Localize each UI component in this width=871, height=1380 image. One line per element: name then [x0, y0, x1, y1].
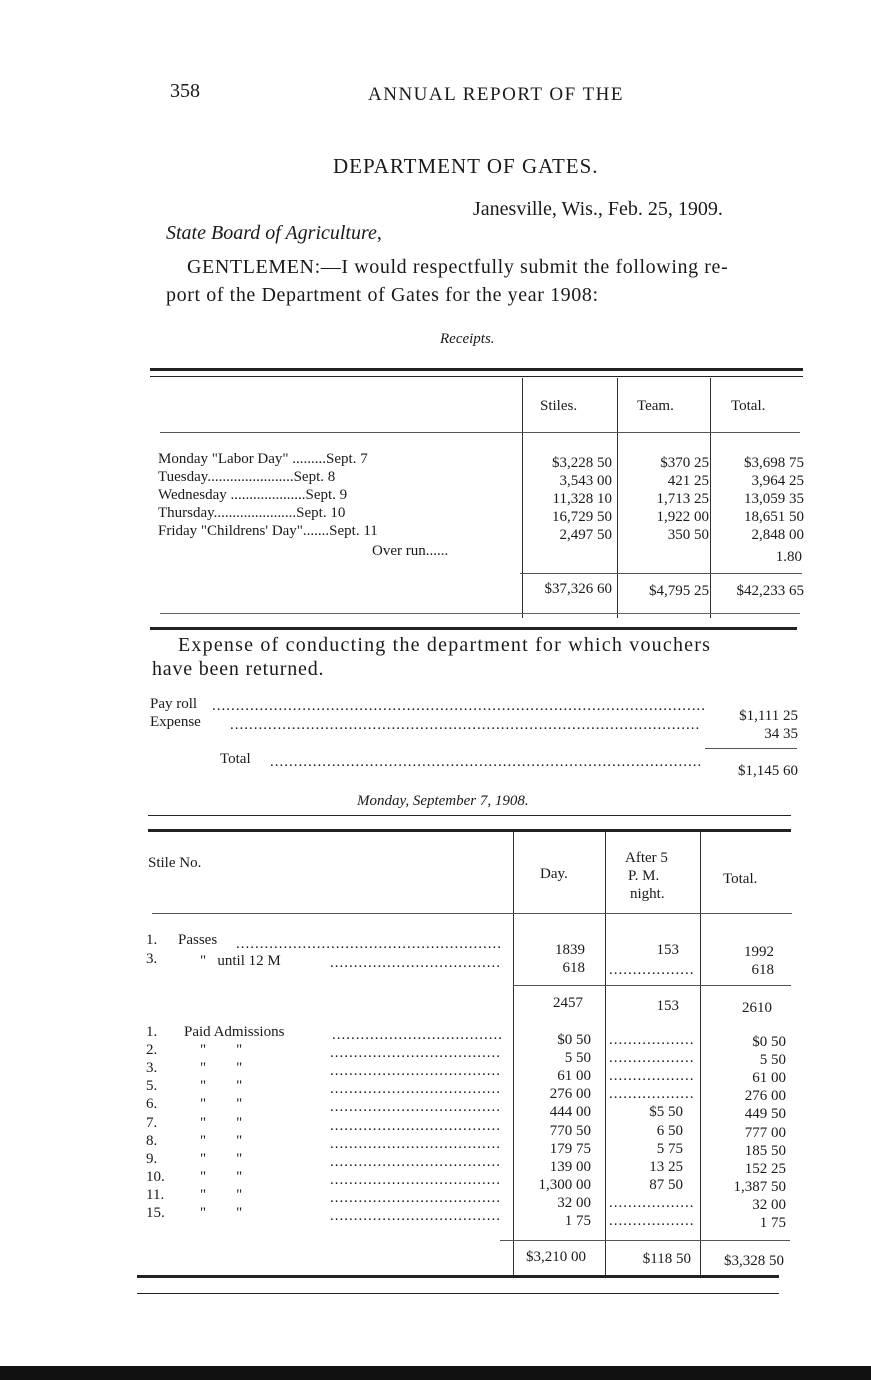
monday-col-divider	[605, 832, 606, 1276]
day-value: $0 50	[557, 1032, 591, 1048]
running-head: ANNUAL REPORT OF THE	[368, 84, 624, 105]
receipts-header-stiles: Stiles.	[540, 398, 578, 414]
scan-border	[0, 1366, 871, 1380]
total-value: 777 00	[744, 1125, 786, 1141]
leader-dots	[609, 1213, 694, 1230]
intro-line-1: GENTLEMEN:—I would respectfully submit the following re-	[187, 256, 729, 278]
total-value: $0 50	[752, 1034, 786, 1050]
passes-sum-total: 2610	[742, 1000, 772, 1016]
total-value: 1,387 50	[733, 1179, 786, 1195]
passes-sum-rule	[513, 985, 791, 986]
monday-bottom-rule	[137, 1275, 779, 1278]
total-value: 61 00	[752, 1070, 786, 1086]
receipts-top-rule-2	[150, 376, 803, 377]
total-value: 1 75	[759, 1215, 786, 1231]
after-value: $5 50	[649, 1104, 683, 1120]
leader-dots	[330, 1190, 500, 1207]
monday-header-after-3: night.	[630, 886, 665, 902]
receipts-caption: Receipts.	[440, 331, 495, 347]
row-label: " "	[200, 1133, 243, 1149]
expense-sum-rule	[705, 748, 797, 749]
receipts-bottom-rule	[160, 613, 800, 614]
day-value: 444 00	[549, 1104, 591, 1120]
dateline: Janesville, Wis., Feb. 25, 1909.	[473, 198, 723, 220]
paid-sum-total: $3,328 50	[724, 1253, 784, 1269]
row-label: " "	[200, 1169, 243, 1185]
monday-caption: Monday, September 7, 1908.	[357, 793, 529, 809]
row-label: " "	[200, 1078, 243, 1094]
after-value: 87 50	[649, 1177, 683, 1193]
day-value: 5 50	[564, 1050, 591, 1066]
expense-value: 34 35	[764, 726, 798, 742]
stile-number: 7.	[146, 1115, 158, 1131]
total-value: 276 00	[744, 1088, 786, 1104]
total-value: 449 50	[744, 1106, 786, 1122]
stile-number: 1.	[146, 1024, 158, 1040]
stile-number: 9.	[146, 1151, 158, 1167]
total-value: 185 50	[744, 1143, 786, 1159]
stile-number: 11.	[146, 1187, 165, 1203]
receipts-sum-rule	[520, 573, 802, 574]
leader-dots	[270, 754, 700, 771]
monday-header-after-1: After 5	[625, 850, 668, 866]
leader-dots	[330, 1154, 500, 1171]
day-value: 770 50	[549, 1123, 591, 1139]
leader-dots	[330, 1208, 500, 1225]
stile-number: 8.	[146, 1133, 158, 1149]
monday-header-day: Day.	[540, 866, 568, 882]
receipts-total-team: $4,795 25	[649, 583, 709, 599]
row-label: " "	[200, 1115, 243, 1131]
total-value: 152 25	[744, 1161, 786, 1177]
receipts-col-divider	[617, 378, 618, 618]
leader-dots	[609, 1032, 694, 1049]
stile-number: 5.	[146, 1078, 158, 1094]
payroll-value: $1,111 25	[739, 708, 798, 724]
stile-number: 15.	[146, 1205, 165, 1221]
receipts-header-rule	[160, 432, 800, 433]
receipts-top-rule	[150, 368, 803, 371]
leader-dots	[609, 1068, 694, 1085]
day-value: 179 75	[549, 1141, 591, 1157]
monday-bottom-rule-2	[137, 1293, 779, 1294]
row-label: " "	[200, 1060, 243, 1076]
receipts-total-stiles: $37,326 60	[544, 581, 612, 597]
monday-header-total: Total.	[723, 871, 758, 887]
row-label: " "	[200, 1205, 243, 1221]
expense-text-1: Expense of conducting the department for which vouchers	[178, 634, 712, 656]
row-label: " "	[200, 1096, 243, 1112]
day-value: 1 75	[564, 1213, 591, 1229]
intro-line-2: port of the Department of Gates for the year 1908:	[166, 284, 599, 306]
leader-dots	[330, 1099, 500, 1116]
passes-sum-after: 153	[656, 998, 679, 1014]
day-value: 1,300 00	[538, 1177, 591, 1193]
after-value: 5 75	[656, 1141, 683, 1157]
row-label: " "	[200, 1151, 243, 1167]
paid-sum-rule	[500, 1240, 790, 1241]
day-value: 32 00	[557, 1195, 591, 1211]
day-value: 139 00	[549, 1159, 591, 1175]
paid-sum-after: $118 50	[642, 1251, 691, 1267]
stile-number: 3.	[146, 1060, 158, 1076]
row-label: " "	[200, 1042, 243, 1058]
expense-total-label: Total	[220, 751, 251, 767]
monday-col-divider	[513, 832, 514, 1276]
leader-dots	[330, 1172, 500, 1189]
leader-dots	[330, 1063, 500, 1080]
paid-sum-day: $3,210 00	[526, 1249, 586, 1265]
leader-dots	[330, 1118, 500, 1135]
receipts-col-divider	[710, 378, 711, 618]
monday-header-rule	[152, 913, 792, 914]
leader-dots	[332, 1027, 502, 1044]
leader-dots	[609, 1195, 694, 1212]
total-value: 32 00	[752, 1197, 786, 1213]
overrun-label: Over run......	[372, 543, 449, 559]
day-value: 276 00	[549, 1086, 591, 1102]
monday-header-after-2: P. M.	[628, 868, 660, 884]
payroll-label: Pay roll	[150, 696, 198, 712]
stile-number: 10.	[146, 1169, 165, 1185]
page-title: DEPARTMENT OF GATES.	[333, 154, 599, 178]
leader-dots	[212, 698, 707, 715]
receipts-header-team: Team.	[637, 398, 674, 414]
monday-top-rule-2	[148, 829, 791, 832]
passes-sum-day: 2457	[553, 995, 583, 1011]
day-value: 61 00	[557, 1068, 591, 1084]
row-label: Paid Admissions	[184, 1024, 285, 1040]
expense-text-2: have been returned.	[152, 658, 325, 680]
leader-dots	[230, 717, 700, 734]
leader-dots	[330, 1136, 500, 1153]
expense-total-value: $1,145 60	[738, 763, 798, 779]
leader-dots	[609, 1050, 694, 1067]
leader-dots	[330, 1045, 500, 1062]
after-value: 6 50	[656, 1123, 683, 1139]
monday-col-divider	[700, 832, 701, 1276]
monday-header-stile: Stile No.	[148, 855, 202, 871]
overrun-total: 1.80	[775, 549, 802, 565]
total-value: 5 50	[759, 1052, 786, 1068]
stile-number: 2.	[146, 1042, 158, 1058]
expense-label: Expense	[150, 714, 201, 730]
addressee: State Board of Agriculture,	[166, 222, 382, 244]
receipts-total-total: $42,233 65	[736, 583, 804, 599]
receipts-bottom-rule-2	[150, 627, 797, 630]
receipts-header-total: Total.	[731, 398, 766, 414]
leader-dots	[609, 1086, 694, 1103]
monday-top-rule	[148, 815, 791, 816]
page-number: 358	[170, 80, 200, 102]
stile-number: 6.	[146, 1096, 158, 1112]
row-label: " "	[200, 1187, 243, 1203]
after-value: 13 25	[649, 1159, 683, 1175]
leader-dots	[330, 1081, 500, 1098]
